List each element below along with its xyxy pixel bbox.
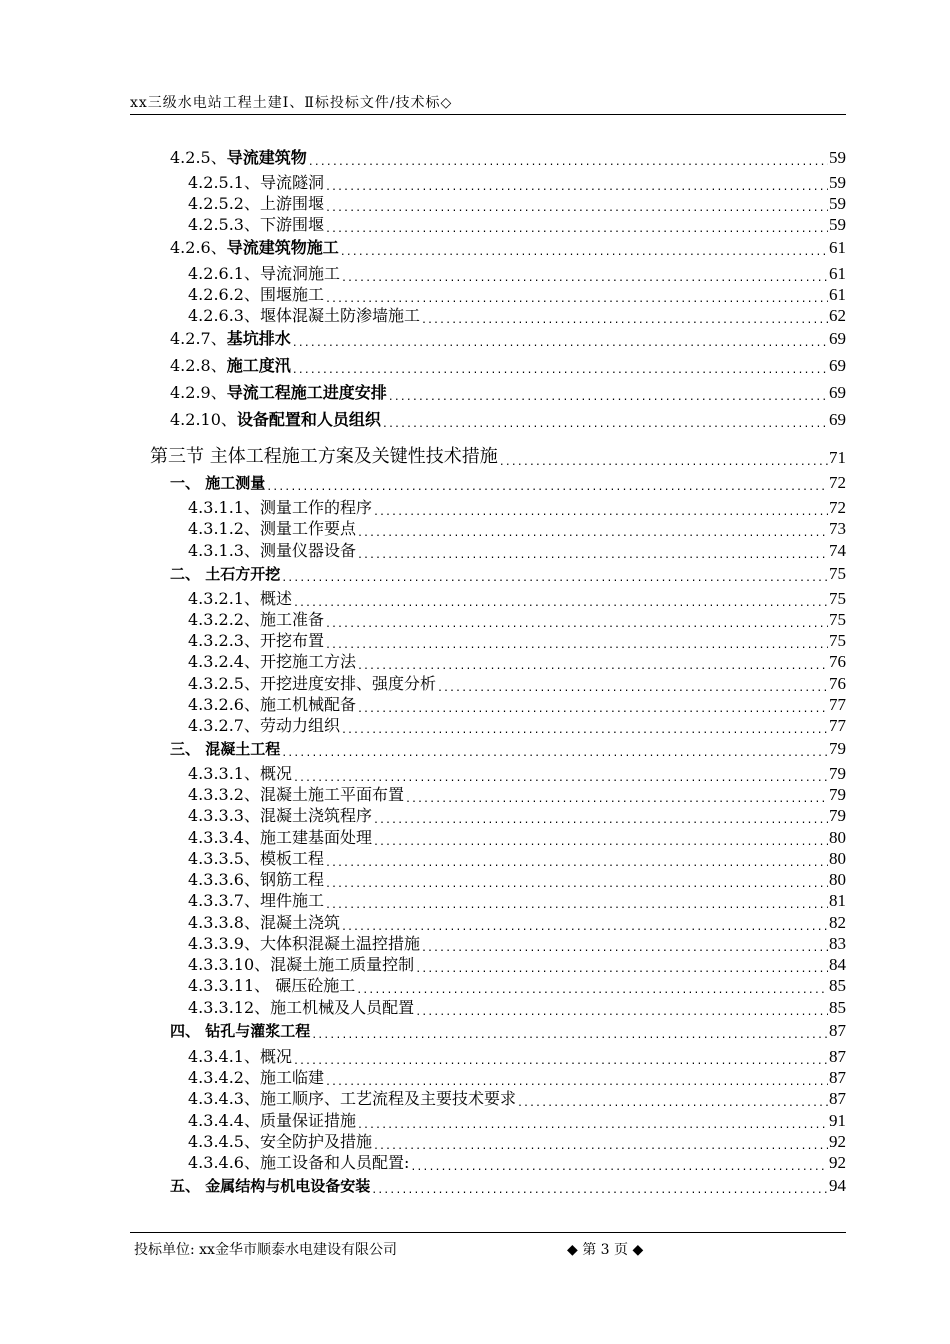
toc-entry-page: 71: [829, 448, 846, 467]
toc-entry-label: [170, 235, 339, 258]
toc-entry-title: 导流工程施工进度安排: [226, 383, 387, 402]
toc-entry-title: 三、 混凝土工程: [170, 740, 281, 758]
toc-leader-dots: [356, 986, 828, 996]
toc-leader-dots: [517, 1099, 828, 1109]
toc-entry-page: 76: [829, 674, 846, 693]
toc-entry-number: 4.3.3.6、: [188, 870, 260, 889]
toc-entry-page: 85: [829, 976, 846, 995]
toc-entry-title: 上游围堰: [259, 194, 324, 213]
toc-entry[interactable]: [170, 327, 846, 349]
toc-entry[interactable]: [188, 890, 846, 911]
toc-entry[interactable]: [188, 673, 846, 694]
toc-entry-page: 72: [829, 473, 846, 492]
toc-entry-title: 第三节 主体工程施工方案及关键性技术措施: [150, 446, 498, 467]
toc-entry-title: 下游围堰: [259, 215, 324, 234]
toc-entry[interactable]: [188, 1088, 846, 1109]
toc-leader-dots: [292, 339, 828, 349]
toc-entry-title: 混凝土浇筑程序: [259, 806, 372, 825]
toc-entry-label: [170, 1020, 310, 1041]
toc-entry-label: [188, 1086, 516, 1109]
toc-leader-dots: [357, 1121, 828, 1131]
toc-entry-title: 混凝土施工平面布置: [259, 785, 404, 804]
toc-entry[interactable]: [170, 1174, 846, 1196]
toc-entry-page: 72: [829, 498, 846, 517]
toc-entry-label: [188, 931, 420, 954]
toc-entry[interactable]: [188, 1110, 846, 1131]
toc-entry[interactable]: [188, 827, 846, 848]
toc-leader-dots: [325, 183, 828, 193]
toc-entry-page: 62: [829, 306, 846, 325]
toc-entry-number: 4.2.5.1、: [188, 173, 260, 192]
toc-entry[interactable]: [188, 518, 846, 539]
toc-entry-title: 四、 钻孔与灌浆工程: [170, 1022, 311, 1040]
page-header: [130, 92, 846, 115]
toc-entry-number: 4.2.5.3、: [188, 215, 260, 234]
toc-entry-label: [188, 713, 340, 736]
toc-entry-label: [188, 888, 324, 911]
toc-entry[interactable]: [188, 193, 846, 214]
toc-entry-page: 75: [829, 631, 846, 650]
toc-entry[interactable]: [188, 715, 846, 736]
toc-leader-dots: [357, 551, 828, 561]
toc-entry-page: 87: [829, 1089, 846, 1108]
toc-entry-title: 五、 金属结构与机电设备安装: [170, 1177, 371, 1195]
toc-entry[interactable]: [188, 497, 846, 518]
toc-entry-number: 4.3.4.4、: [188, 1111, 260, 1130]
toc-entry[interactable]: [188, 694, 846, 715]
toc-entry-page: 79: [829, 764, 846, 783]
toc-leader-dots: [325, 204, 828, 214]
toc-entry-label: [188, 973, 355, 996]
toc-entry[interactable]: [188, 954, 846, 975]
toc-entry[interactable]: [188, 784, 846, 805]
toc-entry-number: 4.2.6.1、: [188, 264, 260, 283]
toc-leader-dots: [415, 965, 828, 975]
toc-entry[interactable]: [188, 651, 846, 672]
toc-entry-title: 施工机械配备: [259, 695, 356, 714]
toc-entry-page: 82: [829, 913, 846, 932]
toc-entry-label: [188, 607, 324, 630]
toc-entry-page: 92: [829, 1132, 846, 1151]
toc-entry-title: 质量保证措施: [259, 1111, 356, 1130]
toc-entry-label: [170, 353, 291, 376]
toc-entry-page: 94: [829, 1176, 846, 1195]
toc-entry-label: [170, 380, 387, 403]
toc-entry[interactable]: [188, 1152, 846, 1173]
toc-entry[interactable]: [188, 1067, 846, 1088]
toc-leader-dots: [410, 1163, 828, 1173]
toc-entry-label: [188, 952, 414, 975]
toc-entry-title: 施工度汛: [226, 356, 291, 375]
toc-entry[interactable]: [188, 588, 846, 609]
toc-entry-title: 堰体混凝土防渗墙施工: [259, 306, 420, 325]
toc-entry-label: [170, 563, 280, 584]
toc-entry-title: 混凝土浇筑: [259, 913, 340, 932]
toc-entry-title: 劳动力组织: [259, 716, 340, 735]
toc-entry-page: 87: [829, 1021, 846, 1040]
toc-entry-label: [170, 407, 381, 430]
toc-entry[interactable]: [188, 214, 846, 235]
toc-leader-dots: [293, 1057, 828, 1067]
toc-entry-number: 4.2.5.2、: [188, 194, 260, 213]
page-footer: [130, 1232, 846, 1263]
toc-entry-number: 4.2.6.2、: [188, 285, 260, 304]
toc-leader-dots: [308, 158, 828, 168]
toc-entry-page: 59: [829, 173, 846, 192]
toc-entry-title: 测量工作的程序: [259, 498, 372, 517]
toc-entry-title: 概况: [259, 764, 292, 783]
toc-entry-title: 二、 土石方开挖: [170, 565, 281, 583]
toc-entry-title: 概述: [259, 589, 292, 608]
toc-entry-page: 80: [829, 849, 846, 868]
toc-entry-page: 79: [829, 739, 846, 758]
toc-entry-number: 4.2.5、: [170, 148, 227, 167]
toc-entry-page: 69: [829, 329, 846, 348]
toc-entry-title: 开挖进度安排、强度分析: [259, 674, 436, 693]
toc-entry[interactable]: [188, 975, 846, 996]
toc-entry-number: 4.3.2.4、: [188, 652, 260, 671]
toc-entry-page: 69: [829, 356, 846, 375]
toc-leader-dots: [415, 1008, 828, 1018]
toc-leader-dots: [281, 574, 828, 584]
toc-entry-title: 混凝土施工质量控制: [270, 955, 415, 974]
toc-leader-dots: [421, 316, 828, 326]
toc-entry-page: 61: [829, 238, 846, 257]
toc-entry-page: 73: [829, 519, 846, 538]
toc-entry-number: 4.3.4.3、: [188, 1089, 260, 1108]
toc-entry-page: 87: [829, 1047, 846, 1066]
toc-entry[interactable]: [188, 540, 846, 561]
toc-leader-dots: [437, 684, 828, 694]
toc-entry-number: 4.3.1.1、: [188, 498, 260, 517]
toc-leader-dots: [499, 458, 828, 468]
toc-entry-label: [188, 846, 324, 869]
toc-entry-label: [188, 516, 356, 539]
toc-entry-label: [188, 1065, 324, 1088]
toc-entry-number: 4.3.3.4、: [188, 828, 260, 847]
toc-entry-title: 基坑排水: [226, 329, 291, 348]
toc-entry-page: 61: [829, 264, 846, 283]
toc-entry-title: 施工顺序、工艺流程及主要技术要求: [259, 1089, 516, 1108]
toc-entry[interactable]: [188, 284, 846, 305]
toc-entry-label: [188, 538, 356, 561]
header-text: xx三级水电站工程土建Ⅰ、Ⅱ标投标文件/技术标◇: [130, 95, 453, 111]
toc-entry-label: [188, 867, 324, 890]
toc-entry-number: 4.3.3.3、: [188, 806, 260, 825]
toc-entry-title: 概况: [259, 1047, 292, 1066]
toc-leader-dots: [266, 483, 828, 493]
toc-entry-number: 4.3.3.9、: [188, 934, 260, 953]
toc-entry[interactable]: [188, 1046, 846, 1067]
toc-leader-dots: [325, 901, 828, 911]
toc-entry-title: 测量仪器设备: [259, 541, 356, 560]
toc-entry-label: [170, 472, 265, 493]
toc-entry-page: 69: [829, 383, 846, 402]
toc-entry-page: 75: [829, 564, 846, 583]
toc-entry-number: 4.3.2.2、: [188, 610, 260, 629]
toc-leader-dots: [357, 529, 828, 539]
toc-entry-number: 4.3.3.8、: [188, 913, 260, 932]
toc-leader-dots: [325, 859, 828, 869]
bidder-unit: 投标单位: xx金华市顺泰水电建设有限公司: [134, 1242, 397, 1258]
toc-entry[interactable]: [188, 630, 846, 651]
toc-entry-page: 75: [829, 610, 846, 629]
toc-entry-page: 85: [829, 998, 846, 1017]
toc-leader-dots: [341, 274, 828, 284]
toc-leader-dots: [325, 225, 828, 235]
toc-leader-dots: [373, 508, 828, 518]
toc-leader-dots: [373, 1142, 828, 1152]
toc-entry-label: [188, 692, 356, 715]
toc-entry-title: 测量工作要点: [259, 519, 356, 538]
toc-entry-label: [188, 191, 324, 214]
toc-entry-title: 导流隧洞: [259, 173, 324, 192]
toc-entry-number: 4.3.2.6、: [188, 695, 260, 714]
toc-entry-title: 导流建筑物: [226, 148, 307, 167]
toc-entry-label: [188, 803, 372, 826]
toc-entry-page: 59: [829, 215, 846, 234]
toc-entry[interactable]: [170, 1019, 846, 1041]
toc-entry-title: 设备配置和人员组织: [236, 410, 381, 429]
toc-entry-label: [170, 145, 307, 168]
toc-entry[interactable]: [188, 869, 846, 890]
toc-entry[interactable]: [170, 236, 846, 258]
toc-entry[interactable]: [170, 471, 846, 493]
toc-entry[interactable]: [188, 1131, 846, 1152]
toc-entry-page: 77: [829, 695, 846, 714]
toc-leader-dots: [325, 880, 828, 890]
toc-entry-label: [188, 261, 340, 284]
toc-entry-label: [188, 910, 340, 933]
toc-entry-page: 92: [829, 1153, 846, 1172]
toc-entry-title: 碾压砼施工: [270, 976, 356, 995]
toc-entry-number: 4.3.2.5、: [188, 674, 260, 693]
toc-entry-label: [188, 628, 324, 651]
toc-entry-label: [188, 495, 372, 518]
toc-entry-title: 导流洞施工: [259, 264, 340, 283]
toc-entry-title: 施工机械及人员配置: [270, 998, 415, 1017]
toc-leader-dots: [341, 726, 828, 736]
toc-entry-label: [188, 586, 292, 609]
toc-entry-label: [188, 1108, 356, 1131]
toc-entry-title: 施工建基面处理: [259, 828, 372, 847]
toc-leader-dots: [325, 641, 828, 651]
toc-entry-page: 80: [829, 870, 846, 889]
toc-entry[interactable]: [188, 763, 846, 784]
toc-entry[interactable]: [170, 408, 846, 430]
toc-entry[interactable]: [188, 933, 846, 954]
toc-entry-number: 4.3.3.11、: [188, 976, 271, 995]
toc-entry-label: [188, 649, 356, 672]
toc-entry[interactable]: [188, 997, 846, 1018]
toc-entry-number: 4.3.3.12、: [188, 998, 271, 1017]
toc-entry-title: 围堰施工: [259, 285, 324, 304]
toc-entry-label: [188, 671, 436, 694]
toc-entry-title: 钢筋工程: [259, 870, 324, 889]
toc-entry-number: 4.3.4.6、: [188, 1153, 260, 1172]
toc-entry[interactable]: [188, 609, 846, 630]
toc-entry-number: 4.3.2.1、: [188, 589, 260, 608]
toc-entry-title: 开挖布置: [259, 631, 324, 650]
toc-entry[interactable]: [150, 444, 846, 468]
toc-leader-dots: [325, 620, 828, 630]
toc-entry[interactable]: [170, 146, 846, 168]
toc-entry-number: 4.2.6.3、: [188, 306, 260, 325]
toc-leader-dots: [382, 420, 828, 430]
toc-entry-label: [188, 170, 324, 193]
toc-entry-title: 模板工程: [259, 849, 324, 868]
toc-entry-label: [170, 1175, 370, 1196]
toc-leader-dots: [405, 795, 828, 805]
toc-entry-number: 4.3.3.5、: [188, 849, 260, 868]
toc-entry-label: [188, 1150, 409, 1173]
toc-entry-number: 4.2.10、: [170, 410, 237, 429]
toc-entry-label: [188, 212, 324, 235]
toc-entry-label: [188, 825, 372, 848]
toc-entry-number: 4.3.1.3、: [188, 541, 260, 560]
toc-entry-page: 76: [829, 652, 846, 671]
toc-entry[interactable]: [170, 381, 846, 403]
toc-leader-dots: [421, 944, 828, 954]
toc-entry[interactable]: [188, 912, 846, 933]
toc-entry[interactable]: [188, 848, 846, 869]
toc-entry-number: 4.3.3.10、: [188, 955, 271, 974]
toc-entry-label: [188, 782, 404, 805]
toc-entry-number: 4.2.7、: [170, 329, 227, 348]
toc-entry-number: 4.3.2.7、: [188, 716, 260, 735]
toc-entry-title: 一、 施工测量: [170, 474, 266, 492]
toc-entry-page: 69: [829, 410, 846, 429]
toc-entry-title: 安全防护及措施: [259, 1132, 372, 1151]
toc-entry[interactable]: [188, 172, 846, 193]
toc-entry-label: [188, 995, 414, 1018]
toc-leader-dots: [340, 248, 828, 258]
toc-leader-dots: [373, 816, 828, 826]
toc-entry-page: 59: [829, 194, 846, 213]
toc-entry-title: 开挖施工方法: [259, 652, 356, 671]
toc-entry-number: 4.3.4.5、: [188, 1132, 260, 1151]
toc-entry-number: 4.3.3.1、: [188, 764, 260, 783]
toc-entry-page: 80: [829, 828, 846, 847]
toc-entry[interactable]: [188, 263, 846, 284]
page-number: ◆ 第 3 页 ◆: [567, 1242, 644, 1258]
toc-entry-page: 81: [829, 891, 846, 910]
toc-entry-page: 75: [829, 589, 846, 608]
toc-entry-page: 79: [829, 806, 846, 825]
toc-leader-dots: [311, 1031, 828, 1041]
toc-entry[interactable]: [170, 354, 846, 376]
toc-entry[interactable]: [170, 737, 846, 759]
toc-entry-label: [170, 738, 280, 759]
toc-entry-page: 83: [829, 934, 846, 953]
toc-entry-page: 79: [829, 785, 846, 804]
toc-entry-title: 大体积混凝土温控措施: [259, 934, 420, 953]
toc-entry-label: [188, 303, 420, 326]
toc-entry-number: 4.3.4.2、: [188, 1068, 260, 1087]
toc-entry-number: 4.3.1.2、: [188, 519, 260, 538]
toc-entry-label: [188, 1044, 292, 1067]
toc-leader-dots: [293, 599, 828, 609]
toc-entry-number: 4.2.8、: [170, 356, 227, 375]
toc-entry-page: 74: [829, 541, 846, 560]
toc-entry-label: [188, 282, 324, 305]
toc-entry-number: 4.2.9、: [170, 383, 227, 402]
toc-leader-dots: [371, 1186, 828, 1196]
toc-leader-dots: [388, 393, 828, 403]
toc-entry-label: [150, 442, 498, 468]
toc-entry-page: 61: [829, 285, 846, 304]
toc-entry-label: [170, 326, 291, 349]
toc-entry-page: 84: [829, 955, 846, 974]
toc-entry-number: 4.3.4.1、: [188, 1047, 260, 1066]
toc-entry-label: [188, 761, 292, 784]
toc-entry-title: 导流建筑物施工: [226, 238, 339, 257]
toc-entry[interactable]: [170, 562, 846, 584]
toc-entry-page: 77: [829, 716, 846, 735]
toc-leader-dots: [373, 838, 828, 848]
toc-leader-dots: [357, 705, 828, 715]
toc-entry-number: 4.3.2.3、: [188, 631, 260, 650]
toc-entry-title: 埋件施工: [259, 891, 324, 910]
toc-entry-number: 4.2.6、: [170, 238, 227, 257]
toc-entry-title: 施工临建: [259, 1068, 324, 1087]
toc-entry-label: [188, 1129, 372, 1152]
toc-entry-title: 施工准备: [259, 610, 324, 629]
toc-leader-dots: [281, 749, 828, 759]
toc-entry-page: 87: [829, 1068, 846, 1087]
toc-entry-title: 施工设备和人员配置:: [259, 1153, 410, 1172]
toc-entry[interactable]: [188, 305, 846, 326]
toc-entry-page: 59: [829, 148, 846, 167]
toc-entry-number: 4.3.3.7、: [188, 891, 260, 910]
toc-entry-page: 91: [829, 1111, 846, 1130]
toc-entry-number: 4.3.3.2、: [188, 785, 260, 804]
toc-leader-dots: [292, 366, 828, 376]
toc-entry[interactable]: [188, 805, 846, 826]
